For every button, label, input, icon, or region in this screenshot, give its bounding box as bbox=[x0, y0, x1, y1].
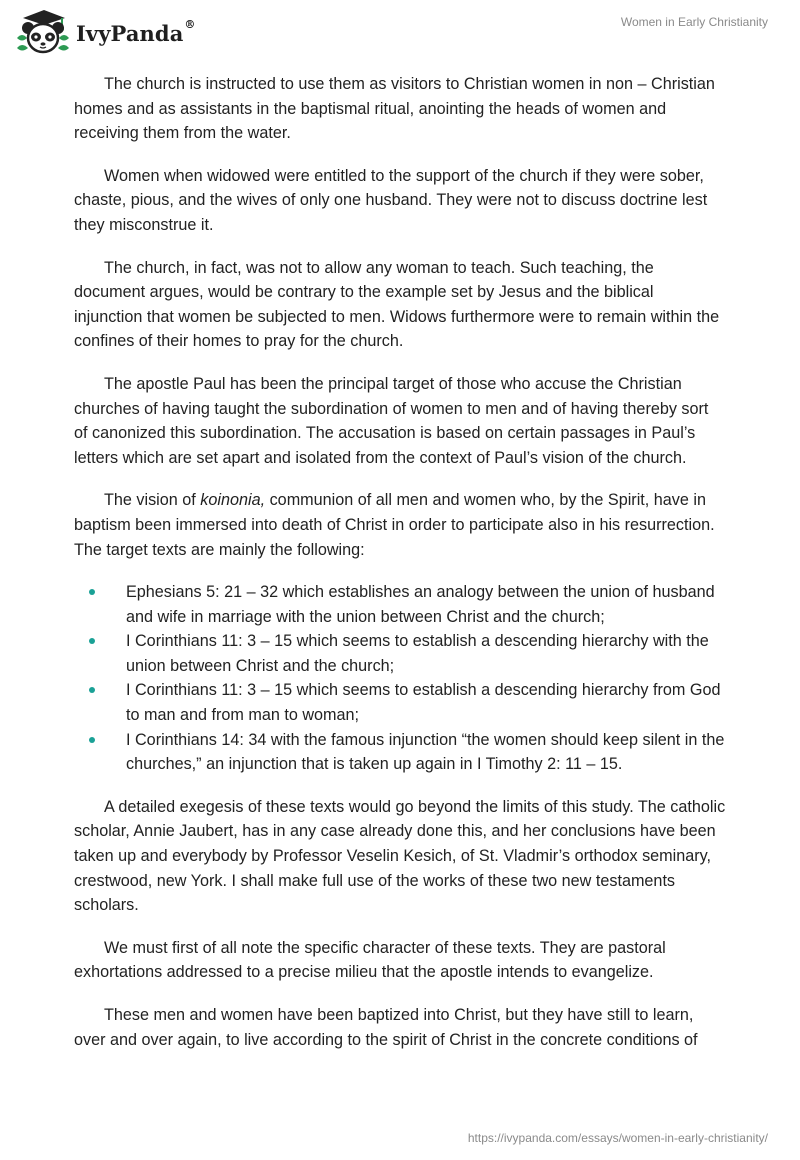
paragraph-text: communion of all men and women who, by the Spirit, have in baptism been immersed into death of Christ in order to participate also in his resurrection. The target texts are mainly the following: bbox=[74, 491, 715, 559]
list-item bbox=[126, 580, 726, 629]
bullet-dot-icon bbox=[89, 589, 95, 595]
list-item bbox=[126, 728, 726, 777]
list-item-text: Ephesians 5: 21 – 32 which establishes an analogy between the union of husband and wife in marriage with the union between Christ and the church; bbox=[126, 583, 715, 626]
registered-mark: ® bbox=[184, 17, 196, 31]
bullet-dot-icon bbox=[89, 737, 95, 743]
paragraph bbox=[74, 488, 726, 562]
bullet-dot-icon bbox=[89, 638, 95, 644]
target-texts-list bbox=[74, 580, 726, 777]
essay-body bbox=[74, 72, 726, 1070]
list-item-text: I Corinthians 11: 3 – 15 which seems to establish a descending hierarchy with the union between Christ and the church; bbox=[126, 632, 709, 675]
paragraph: The apostle Paul has been the principal target of those who accuse the Christian churches of having taught the subordination of women to men and of having thereby sort of canonized this subordination. The accusation is based on certain passages in Paul’s letters which are set apart and isolated from the context of Paul’s vision of the church. bbox=[74, 374, 709, 467]
list-item bbox=[126, 629, 726, 678]
paragraph-text: The vision of bbox=[104, 491, 201, 510]
paragraph: The church is instructed to use them as visitors to Christian women in non – Christian homes and as assistants in the baptismal ritual, anointing the heads of women and receiving them from the water. bbox=[74, 75, 715, 143]
paragraph: The church, in fact, was not to allow any woman to teach. Such teaching, the document argues, would be contrary to the example set by Jesus and the biblical injunction that women be subjected to men. Widows furthermore were to remain within the confines of their homes to pray for the church. bbox=[74, 258, 720, 351]
italic-term: koinonia, bbox=[200, 491, 266, 510]
source-url-link[interactable]: https://ivypanda.com/essays/women-in-early-christianity/ bbox=[467, 1131, 768, 1145]
bullet-dot-icon bbox=[89, 687, 95, 693]
page-header bbox=[0, 0, 800, 60]
list-item-text: I Corinthians 14: 34 with the famous injunction “the women should keep silent in the churches,” an injunction that is taken up again in I Timothy 2: 11 – 15. bbox=[126, 730, 725, 774]
ivypanda-logo[interactable] bbox=[14, 8, 196, 56]
panda-graduate-icon bbox=[14, 8, 72, 56]
paragraph: Women when widowed were entitled to the support of the church if they were sober, chaste, pious, and the wives of only one husband. They were not to discuss doctrine lest they misconstrue it. bbox=[74, 166, 708, 234]
list-item-text: I Corinthians 11: 3 – 15 which seems to establish a descending hierarchy from God to man and from man to woman; bbox=[126, 681, 721, 725]
paragraph: A detailed exegesis of these texts would go beyond the limits of this study. The catholic scholar, Annie Jaubert, has in any case already done this, and her conclusions have been taken up and everybody by Professor Veselin Kesich, of St. Vladmir’s orthodox seminary, crestwood, new York. I shall make full use of the works of these two new testaments scholars. bbox=[74, 797, 726, 915]
paragraph: We must first of all note the specific character of these texts. They are pastoral exhortations addressed to a precise milieu that the apostle intends to evangelize. bbox=[74, 938, 666, 982]
list-item bbox=[126, 678, 726, 727]
logo-wordmark: IvyPanda® bbox=[76, 17, 196, 46]
paragraph: These men and women have been baptized into Christ, but they have still to learn, over and over again, to live according to the spirit of Christ in the concrete conditions of bbox=[74, 1006, 698, 1049]
document-title: Women in Early Christianity bbox=[620, 15, 768, 29]
